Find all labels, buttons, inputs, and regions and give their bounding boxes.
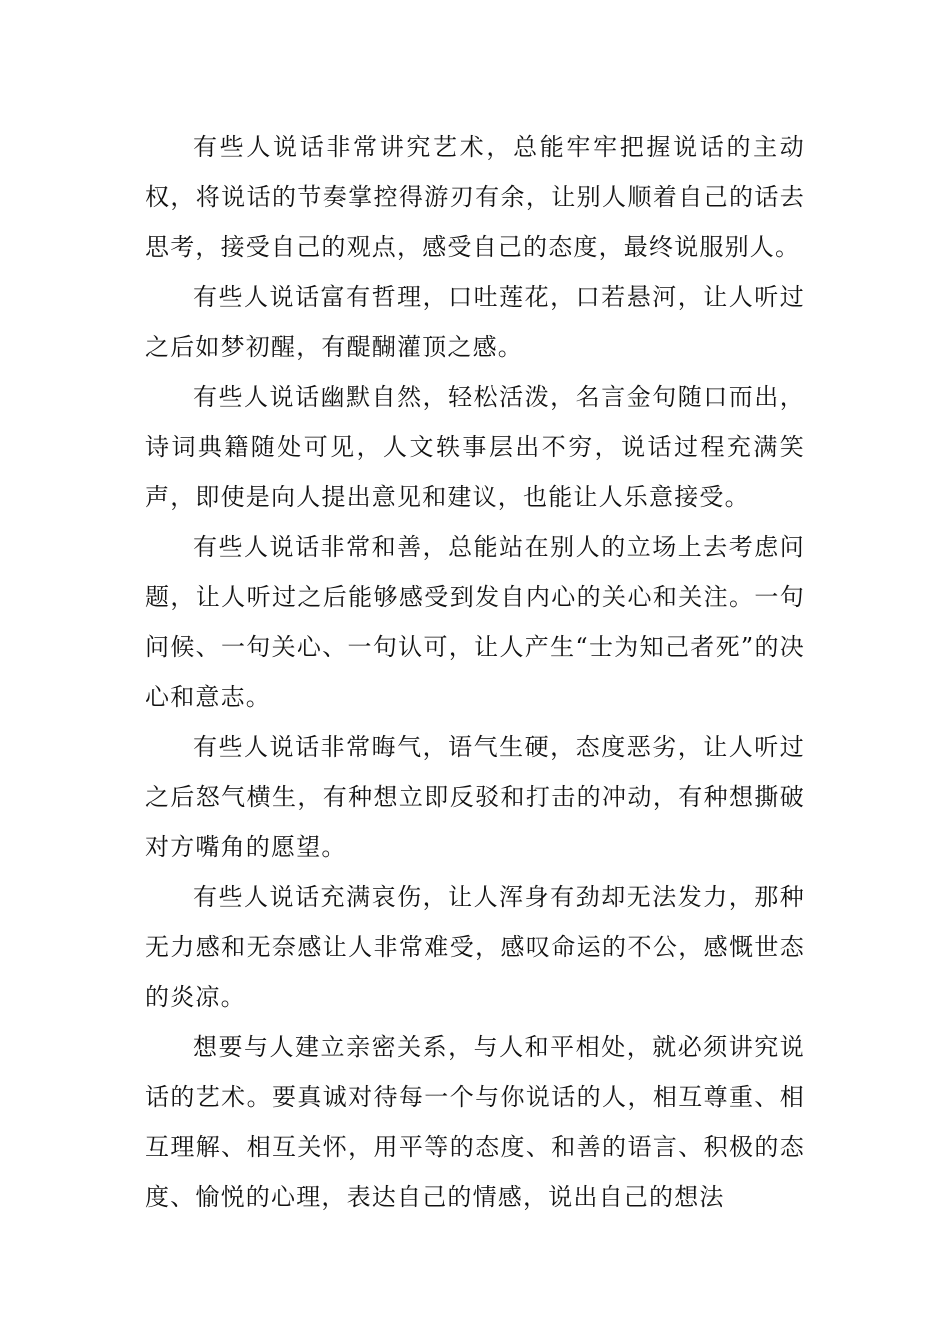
paragraph-art-of-speaking: 有些人说话非常讲究艺术，总能牢牢把握说话的主动权，将说话的节奏掌控得游刃有余，让别人顺着自己的话去思考，接受自己的观点，感受自己的态度，最终说服别人。 — [145, 133, 805, 261]
paragraph-philosophical: 有些人说话富有哲理，口吐莲花，口若悬河，让人听过之后如梦初醒，有醍醐灌顶之感。 — [145, 283, 805, 361]
paragraph-kind: 有些人说话非常和善，总能站在别人的立场上去考虑问题，让人听过之后能够感受到发自内心的关心和关注。一句问候、一句关心、一句认可，让人产生“士为知己者死”的决心和意志。 — [145, 533, 805, 711]
paragraph-humorous: 有些人说话幽默自然，轻松活泼，名言金句随口而出，诗词典籍随处可见，人文轶事层出不穷，说话过程充满笑声，即使是向人提出意见和建议，也能让人乐意接受。 — [145, 383, 805, 511]
paragraph-unpleasant: 有些人说话非常晦气，语气生硬，态度恶劣，让人听过之后怒气横生，有种想立即反驳和打击的冲动，有种想撕破对方嘴角的愿望。 — [145, 733, 805, 861]
paragraph-sorrowful: 有些人说话充满哀伤，让人浑身有劲却无法发力，那种无力感和无奈感让人非常难受，感叹命运的不公，感慨世态的炎凉。 — [145, 883, 805, 1011]
paragraph-conclusion: 想要与人建立亲密关系，与人和平相处，就必须讲究说话的艺术。要真诚对待每一个与你说话的人，相互尊重、相互理解、相互关怀，用平等的态度、和善的语言、积极的态度、愉悦的心理，表达自己的情感，说出自己的想法 — [145, 1033, 805, 1211]
document-body — [145, 122, 805, 1222]
